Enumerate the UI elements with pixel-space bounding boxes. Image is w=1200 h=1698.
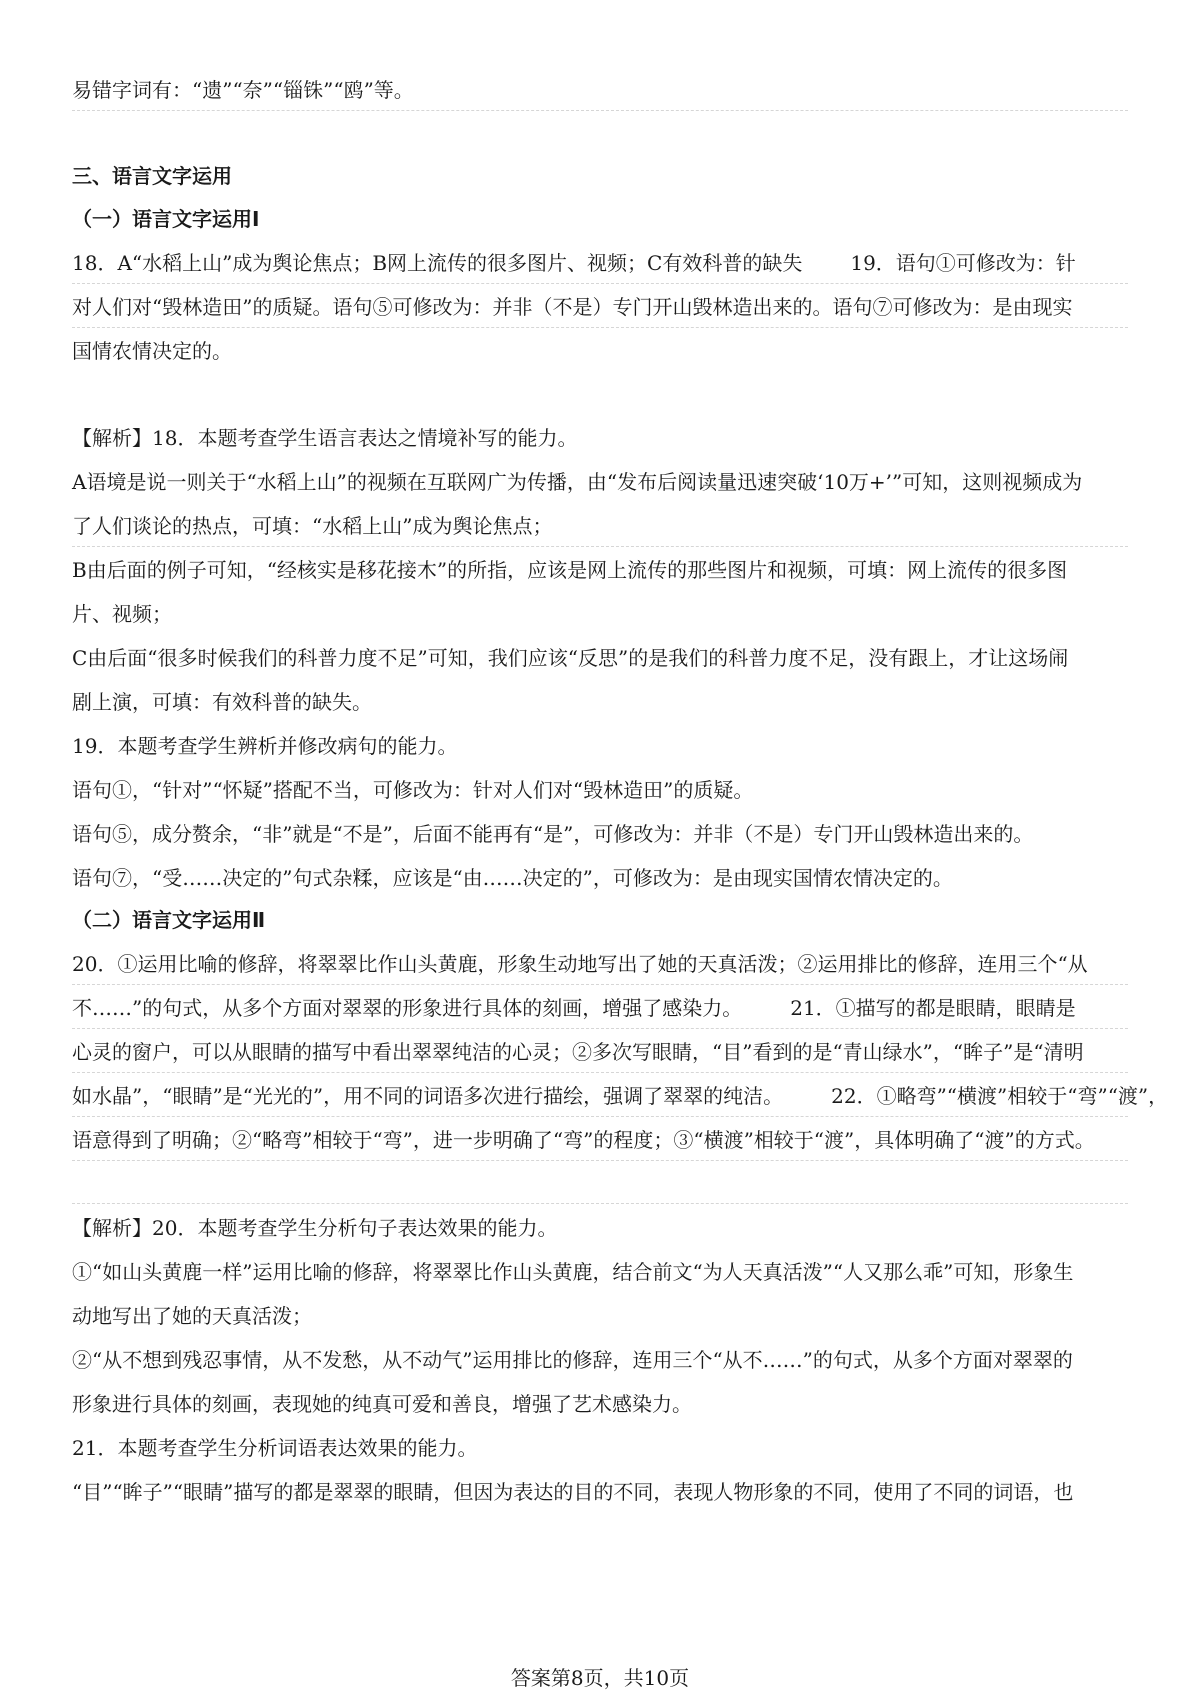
analysis-18-b-line1: B由后面的例子可知，“经核实是移花接木”的所指，应该是网上流传的那些图片和视频，可填：网上流传的很多图 <box>72 558 1068 582</box>
answer-20-21-line2 <box>72 994 1128 1029</box>
analysis-20-p1-line2: 动地写出了她的天真活泼； <box>72 1304 312 1328</box>
analysis-20-title: 【解析】20．本题考查学生分析句子表达效果的能力。 <box>72 1216 558 1240</box>
section-heading: 三、语言文字运用 <box>72 164 232 188</box>
analysis-18-title: 【解析】18．本题考查学生语言表达之情境补写的能力。 <box>72 426 578 450</box>
analysis-18-b-line2: 片、视频； <box>72 602 172 626</box>
answer-19-line3: 国情农情决定的。 <box>72 339 232 363</box>
analysis-19-title: 19．本题考查学生辨析并修改病句的能力。 <box>72 734 458 758</box>
answer-18-19-line1 <box>72 249 1128 284</box>
subsection-heading-2: （二）语言文字运用Ⅱ <box>72 908 266 932</box>
analysis-18-a-line2: 了人们谈论的热点，可填：“水稻上山”成为舆论焦点； <box>72 512 1128 547</box>
analysis-18-a-line1: A语境是说一则关于“水稻上山”的视频在互联网广为传播，由“发布后阅读量迅速突破‘10万+’”可知，这则视频成为 <box>72 470 1083 494</box>
answer-22-line2: 语意得到了明确；②“略弯”相较于“弯”，进一步明确了“弯”的程度；③“横渡”相较于“渡”，具体明确了“渡”的方式。 <box>72 1126 1128 1161</box>
analysis-21-title: 21．本题考查学生分析词语表达效果的能力。 <box>72 1436 478 1460</box>
answer-19-line2: 对人们对“毁林造田”的质疑。语句⑤可修改为：并非（不是）专门开山毁林造出来的。语句⑦可修改为：是由现实 <box>72 293 1128 328</box>
analysis-20-p2-line1: ②“从不想到残忍事情，从不发愁，从不动气”运用排比的修辞，连用三个“从不……”的句式，从多个方面对翠翠的 <box>72 1348 1073 1372</box>
subsection-heading-1: （一）语言文字运用Ⅰ <box>72 207 260 231</box>
analysis-19-sentence1: 语句①，“针对”“怀疑”搭配不当，可修改为：针对人们对“毁林造田”的质疑。 <box>72 778 754 802</box>
typo-words-line: 易错字词有：“遗”“奈”“锱铢”“鸥”等。 <box>72 76 1128 111</box>
analysis-19-sentence7: 语句⑦，“受……决定的”句式杂糅，应该是“由……决定的”，可修改为：是由现实国情农情决定的。 <box>72 866 953 890</box>
analysis-21-line1: “目”“眸子”“眼睛”描写的都是翠翠的眼睛，但因为表达的目的不同，表现人物形象的不同，使用了不同的词语，也 <box>72 1480 1074 1504</box>
answer-21-end: 如水晶”，“眼睛”是“光光的”，用不同的词语多次进行描绘，强调了翠翠的纯洁。 <box>72 1084 784 1108</box>
answer-20-end: 不……”的句式，从多个方面对翠翠的形象进行具体的刻画，增强了感染力。 <box>72 996 743 1020</box>
answer-20-line1: 20．①运用比喻的修辞，将翠翠比作山头黄鹿，形象生动地写出了她的天真活泼；②运用排比的修辞，连用三个“从 <box>72 950 1128 985</box>
answer-21-22-line3 <box>72 1082 1169 1117</box>
analysis-19-sentence5: 语句⑤，成分赘余，“非”就是“不是”，后面不能再有“是”，可修改为：并非（不是）专门开山毁林造出来的。 <box>72 822 1034 846</box>
answer-21-line2: 心灵的窗户，可以从眼睛的描写中看出翠翠纯洁的心灵；②多次写眼睛，“目”看到的是“青山绿水”，“眸子”是“清明 <box>72 1038 1128 1073</box>
answer-22-start: 22．①略弯”“横渡”相较于“弯”“渡”， <box>831 1084 1169 1108</box>
analysis-20-p1-line1: ①“如山头黄鹿一样”运用比喻的修辞，将翠翠比作山头黄鹿，结合前文“为人天真活泼”“人又那么乖”可知，形象生 <box>72 1260 1074 1284</box>
answer-21-start: 21．①描写的都是眼睛，眼睛是 <box>790 996 1076 1020</box>
answer-19-start: 19．语句①可修改为：针 <box>850 251 1076 275</box>
analysis-20-p2-line2: 形象进行具体的刻画，表现她的纯真可爱和善良，增强了艺术感染力。 <box>72 1392 692 1416</box>
analysis-18-c-line2: 剧上演，可填：有效科普的缺失。 <box>72 690 372 714</box>
answer-18: 18．A“水稻上山”成为舆论焦点；B网上流传的很多图片、视频；C有效科普的缺失 <box>72 251 803 275</box>
divider <box>72 1203 1128 1204</box>
analysis-18-c-line1: C由后面“很多时候我们的科普力度不足”可知，我们应该“反思”的是我们的科普力度不足，没有跟上，才让这场闹 <box>72 646 1069 670</box>
page-footer: 答案第8页，共10页 <box>510 1666 690 1690</box>
